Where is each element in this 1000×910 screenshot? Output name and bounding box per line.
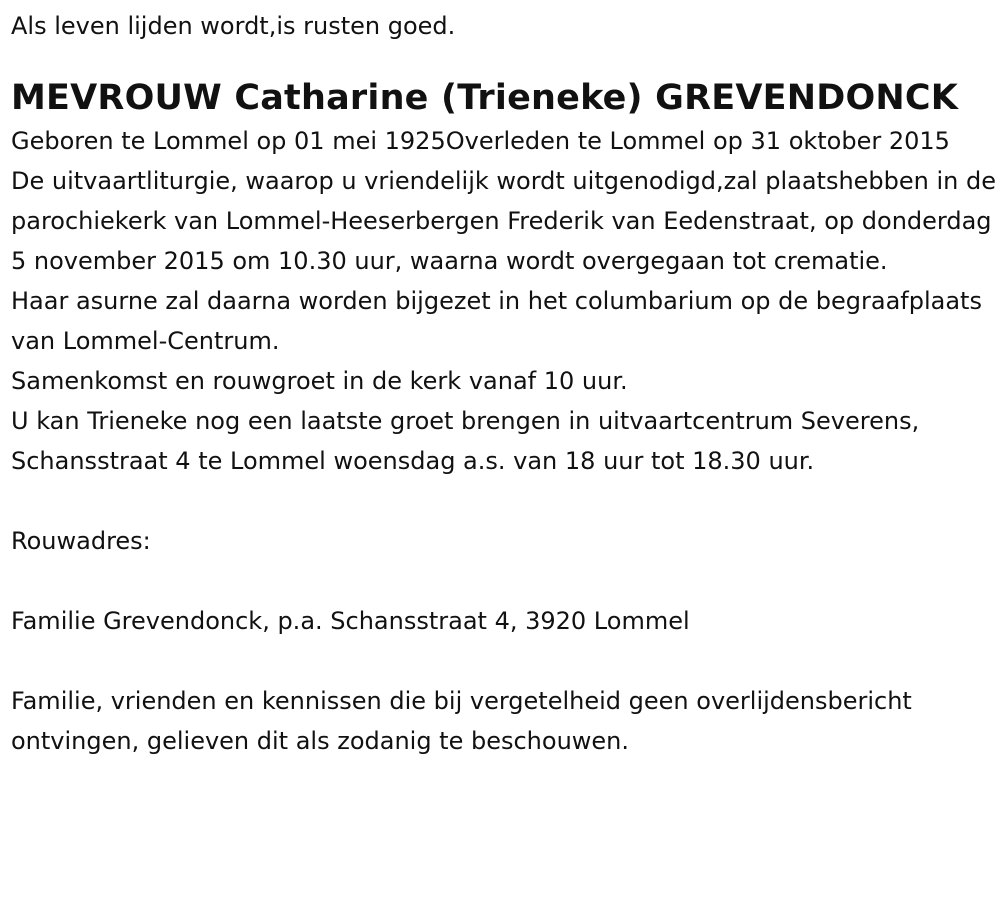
spacer (11, 481, 991, 521)
funeral-paragraph: De uitvaartliturgie, waarop u vriendelijk wordt uitgenodigd,zal plaatshebben in de parochiekerk van Lommel-Heeserbergen Frederik van Eedenstraat, op donderdag 5 november 2015 om 10.30 uur, waarna wordt overgegaan tot crematie. (11, 167, 997, 275)
deceased-name: MEVROUW Catharine (Trieneke) GREVENDONCK (11, 78, 959, 118)
closing-note: Familie, vrienden en kennissen die bij vergetelheid geen overlijdensbericht ontvingen, gelieven dit als zodanig te beschouwen. (11, 687, 912, 755)
visitation-paragraph: U kan Trieneke nog een laatste groet brengen in uitvaartcentrum Severens, Schansstraat 4 te Lommel woensdag a.s. van 18 uur tot 18.30 uur. (11, 407, 920, 475)
address-label: Rouwadres: (11, 527, 151, 555)
spacer (11, 561, 991, 601)
motto: Als leven lijden wordt,is rusten goed. (11, 12, 456, 40)
birth-death-dates: Geboren te Lommel op 01 mei 1925Overleden te Lommel op 31 oktober 2015 (11, 127, 950, 155)
gathering-paragraph: Samenkomst en rouwgroet in de kerk vanaf 10 uur. (11, 367, 628, 395)
urn-paragraph: Haar asurne zal daarna worden bijgezet in het columbarium op de begraafplaats van Lommel-Centrum. (11, 287, 982, 355)
spacer (11, 641, 991, 681)
mourning-address: Familie Grevendonck, p.a. Schansstraat 4, 3920 Lommel (11, 607, 690, 635)
